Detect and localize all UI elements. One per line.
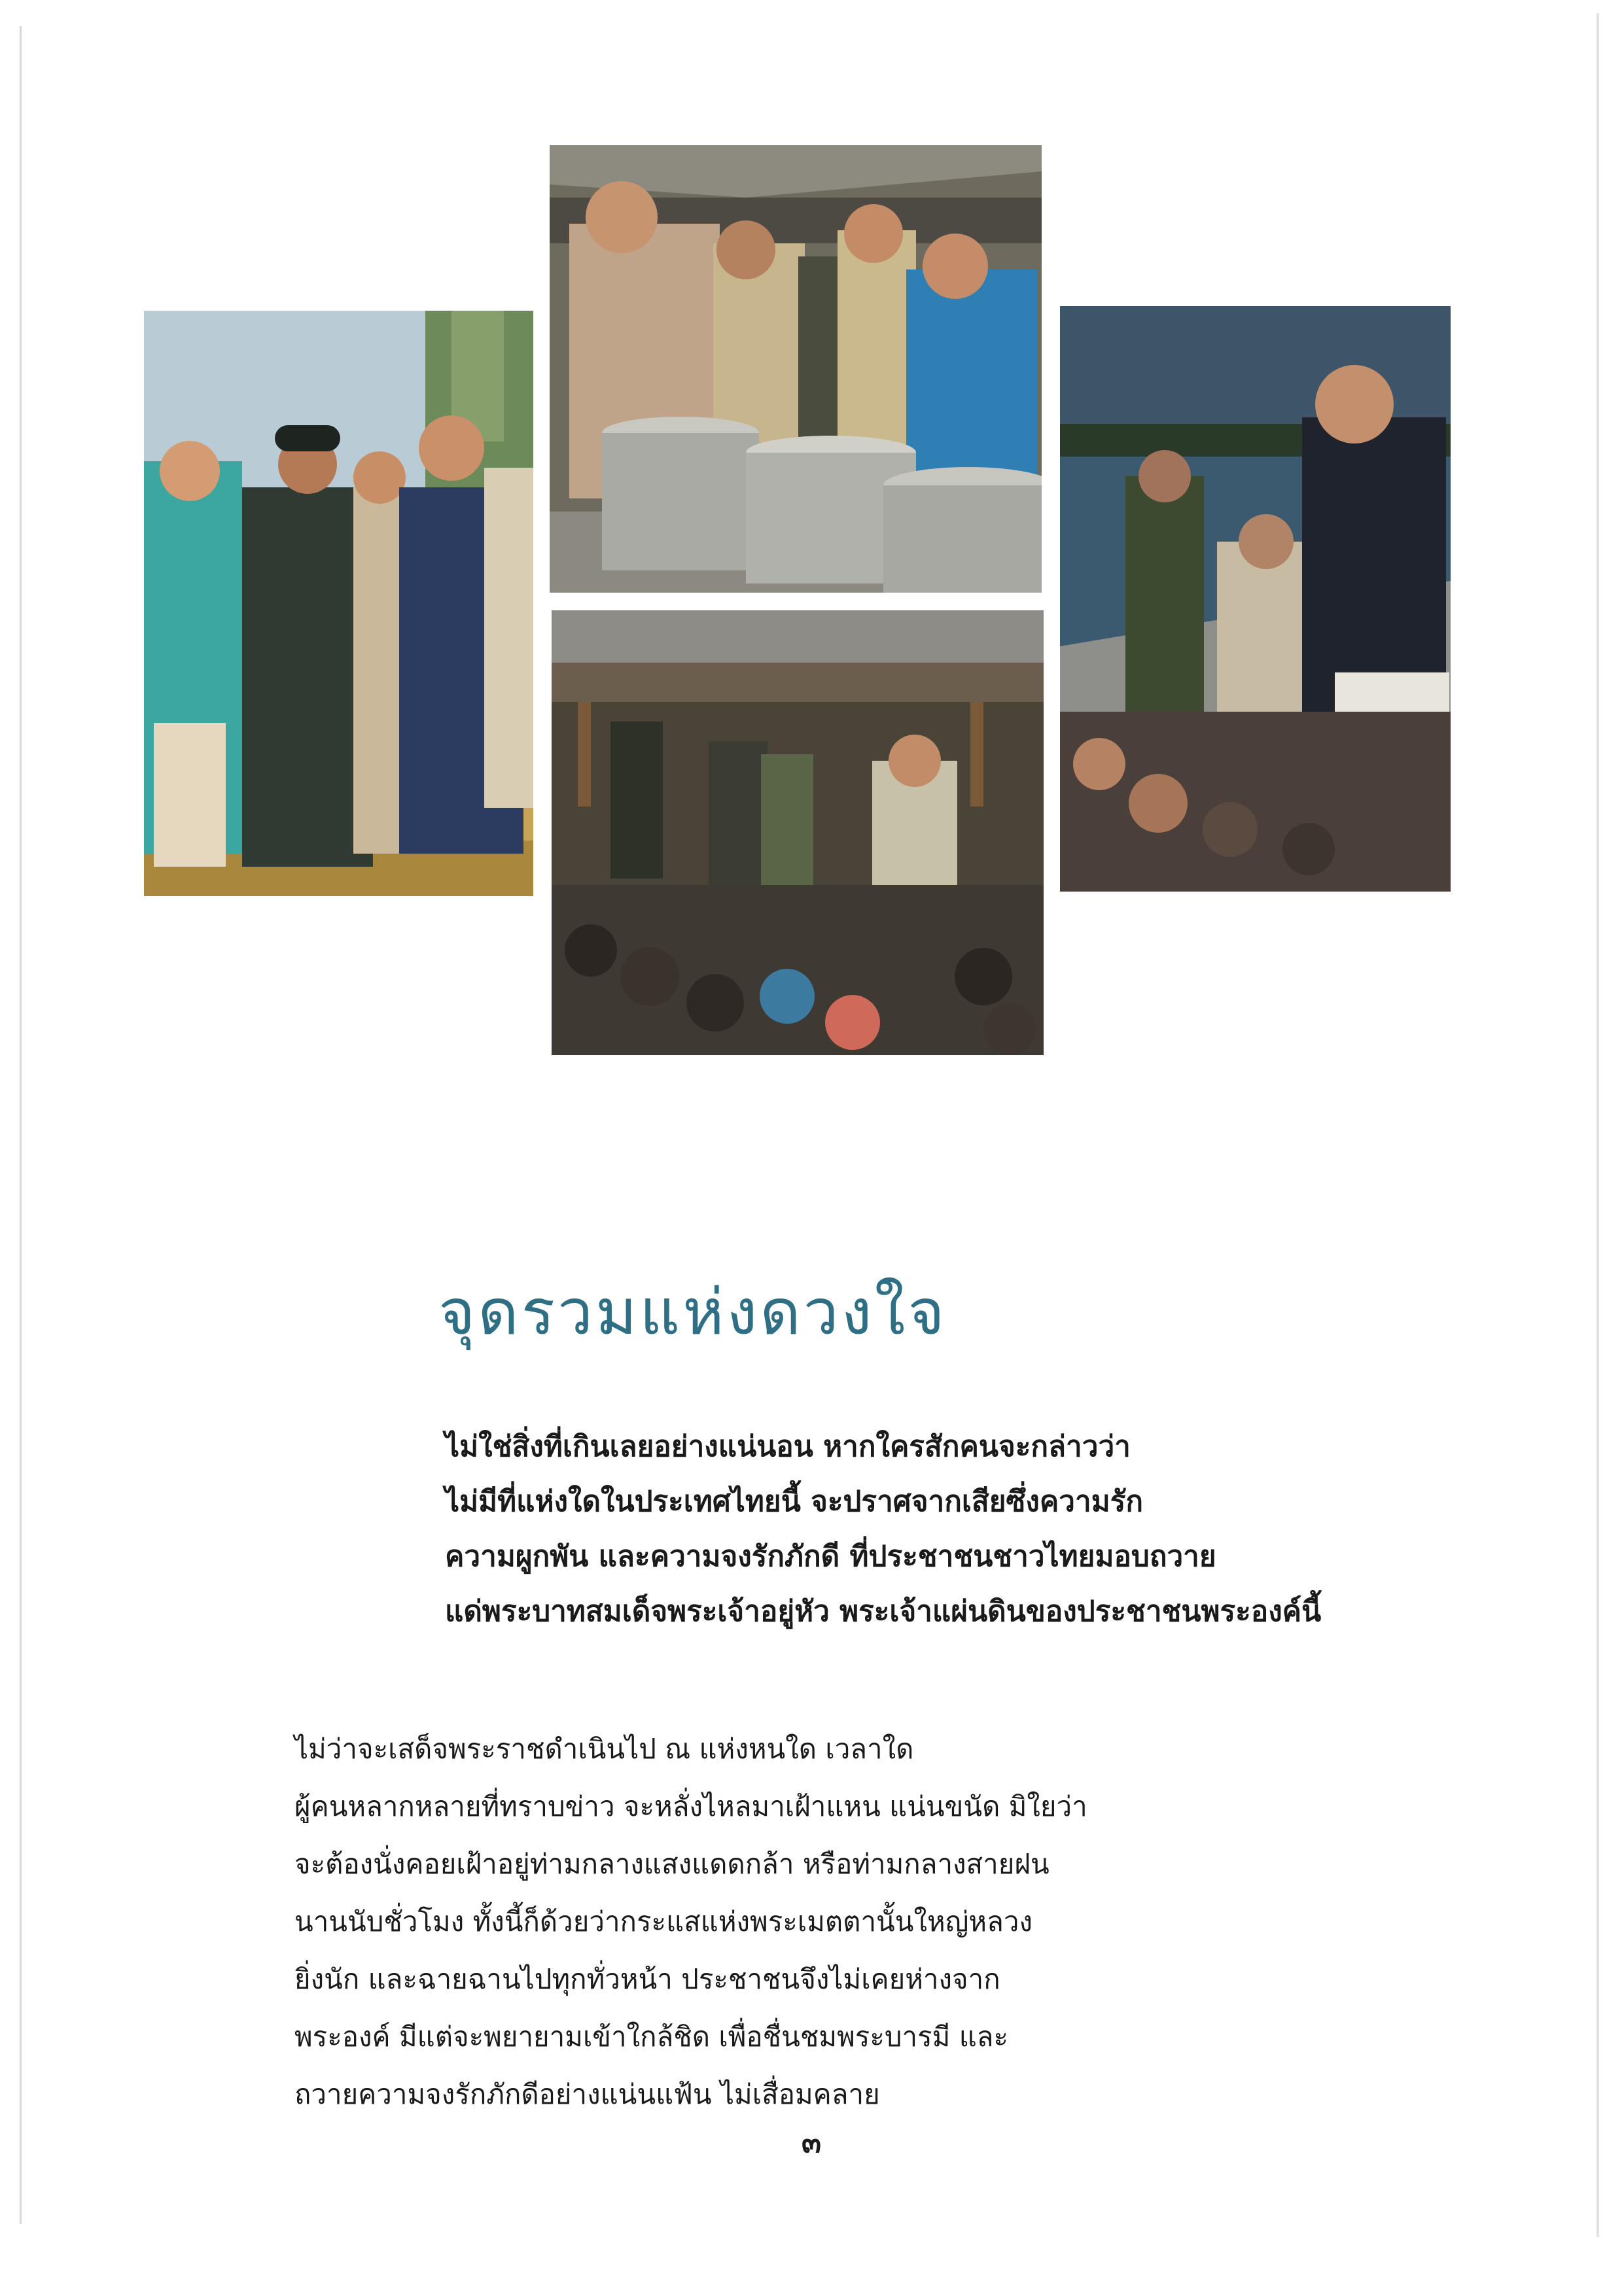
- page-edge-right: [1597, 13, 1599, 2237]
- photo-inspecting-buckets: [550, 145, 1042, 593]
- intro-line: ไม่ใช่สิ่งที่เกินเลยอย่างแน่นอน หากใครสักคนจะกล่าวว่า: [445, 1430, 1131, 1463]
- intro-paragraph: [445, 1419, 1466, 1639]
- body-paragraph: [294, 1720, 1407, 2123]
- body-line: ถวายความจงรักภักดีอย่างแน่นแฟ้น ไม่เสื่อมคลาย: [294, 2078, 880, 2110]
- intro-line: ไม่มีที่แห่งใดในประเทศไทยนี้ จะปราศจากเสียซึ่งความรัก: [445, 1485, 1143, 1518]
- page-title: จุดรวมแห่งดวงใจ: [438, 1276, 947, 1349]
- body-line: ผู้คนหลากหลายที่ทราบข่าว จะหลั่งไหลมาเฝ้าแหน แน่นขนัด มิใยว่า: [294, 1790, 1087, 1822]
- intro-line: แด่พระบาทสมเด็จพระเจ้าอยู่หัว พระเจ้าแผ่นดินของประชาชนพระองค์นี้: [445, 1595, 1322, 1628]
- body-line: จะต้องนั่งคอยเฝ้าอยู่ท่ามกลางแสงแดดกล้า หรือท่ามกลางสายฝน: [294, 1848, 1050, 1880]
- photo-field-visit: [144, 311, 533, 896]
- intro-line: ความผูกพัน และความจงรักภักดี ที่ประชาชนชาวไทยมอบถวาย: [445, 1540, 1216, 1573]
- body-line: พระองค์ มีแต่จะพยายามเข้าใกล้ชิด เพื่อชื่นชมพระบารมี และ: [294, 2021, 1009, 2053]
- body-line: ไม่ว่าจะเสด็จพระราชดำเนินไป ณ แห่งหนใด เวลาใด: [294, 1733, 914, 1765]
- photo-crowd-gathering: [552, 610, 1044, 1055]
- body-line: ยิ่งนัก และฉายฉานไปทุกทั่วหน้า ประชาชนจึงไม่เคยห่างจาก: [294, 1963, 1000, 1995]
- body-line: นานนับชั่วโมง ทั้งนี้ก็ด้วยว่ากระแสแห่งพระเมตตานั้นใหญ่หลวง: [294, 1905, 1033, 1938]
- photo-evening-inspection: [1060, 306, 1451, 892]
- page-edge-left: [20, 26, 22, 2224]
- page-number: ๓: [801, 2126, 822, 2159]
